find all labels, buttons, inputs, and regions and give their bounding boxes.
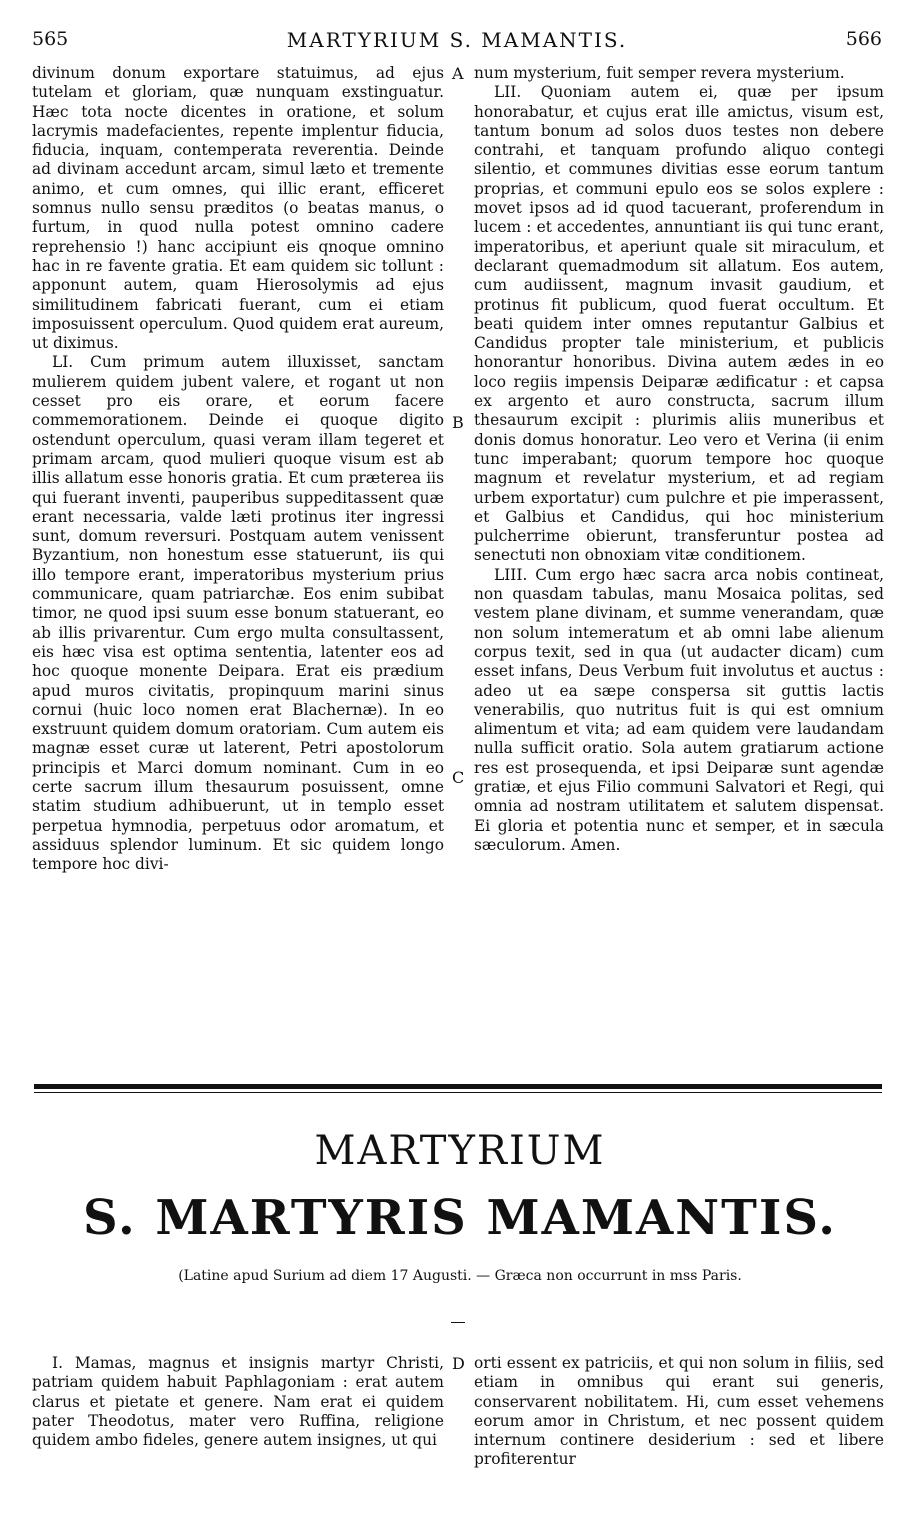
running-title: MARTYRIUM S. MAMANTIS. [286,28,628,52]
paragraph: I. Mamas, magnus et insignis martyr Christi, patriam quidem habuit Paphlagoniam : erat autem clarus et pietate et genere. Nam erat ei quidem pater Theodotus, mater vero Ruffina, religione quidem ambo fideles, genere autem insignes, ut qui [32,1354,444,1450]
bottom-right-column [474,1354,884,1470]
margin-letter-c: C [452,768,465,787]
margin-letter-d: D [452,1354,465,1373]
section-title: MARTYRIUM [314,1128,606,1174]
paragraph: orti essent ex patriciis, et qui non solum in filiis, sed etiam in omnibus qui erant sui generis, conservarent nobilitatem. Hi, cum esset vehemens eorum amor in Christum, et nec possent quidem internum continere desiderium : sed et libere profiterentur [474,1354,884,1469]
margin-letter-b: B [452,413,464,432]
separator-dash [451,1322,465,1323]
paragraph: divinum donum exportare statuimus, ad ejus tutelam et gloriam, quæ nunquam exstinguatur. Hæc tota nocte dicentes in oratione, et solum lacrymis madefacientes, repente implentur fiducia, fiducia, inquam, contemperata reverentia. Deinde ad divinam accedunt arcam, simul læto et tremente animo, et cum omnes, qui illic erant, efficeret somnus nullo sensu præditos (o beatas manus, o furtum, in quod nulla potest omnino cadere reprehensio !) hanc accipiunt eis qnoque omnino hac in re faventе gratia. Et eam quidem sic tollunt : apponunt autem, quam Hierosolymis ad ejus similitudinem fabricati fuerant, cum ei etiam imposuissent operculum. Quod quidem erat aureum, ut diximus. [32,64,444,353]
bottom-left-column [32,1354,444,1450]
paragraph: num mysterium, fuit semper revera mysterium. [474,64,845,82]
paragraph: LIII. Cum ergo hæc sacra arca nobis contineat, non quasdam tabulas, manu Mosaica politas, sed vestem plane divinam, et summe venerandam, quæ non solum intemeratum et ab omni labe alienum corpus texit, sed in qua (ut audacter dicam) cum esset infans, Deus Verbum fuit involutus et auctus : adeo ut ea sæpe conspersa sit guttis lactis venerabilis, quo nutritus fuit is qui est omnium alimentum et vita; ad eam quidem vere laudandam nulla sufficit oratio. Sola autem gratiarum actione res est prosequenda, et ipsi Deiparæ sunt agendæ gratiæ, et ejus Filio communi Salvatori et Regi, qui omnia ad nostram utilitatem et salutem dispensat. Ei gloria et potentia nunc et semper, et in sæcula sæculorum. Amen. [474,565,884,854]
section-divider-thin [34,1092,882,1093]
page-header [32,28,882,56]
page-number-left: 565 [32,28,69,50]
paragraph: LI. Cum primum autem illuxisset, sanctam mulierem quidem jubent valere, et rogant ut non cesset pro eis orare, et eorum facere commemorationem. Deinde ei quoque digito ostendunt operculum, quasi veram illam tegeret et primam arcam, quod mulieri quoque visum est ab illis allatum esse honoris gratia. Et cum præterea iis qui fuerant inventi, pauperibus suppeditassent quæ erant necessaria, valde læti protinus iter ingressi sunt, domum reversuri. Postquam autem venissent Byzantium, non honestum esse statuerunt, iis qui illo tempore erant, imperatoribus mysterium prius communicare, quam patriarchæ. Eos enim subibat timor, ne quod ipsi suum esse bonum statuerant, eo ab illis privarentur. Cum ergo multa consultassent, eis hæc visa est optima sententia, latenter eos ad hoc quoque monente Deipara. Erat eis prædium apud muros civitatis, propinquum marini sinus cornui (huic loco nomen erat Blachernæ). In eo exstruunt quidem domum oratoriam. Cum autem eis magnæ esset curæ ut laterent, Petri apostolorum principis et Marci domum nominant. Cum in eo certe sacrum illum thesaurum posuissent, omne statim studium adhibuerunt, ut in templo esset perpetua hymnodia, perpetuus odor aromatum, et assiduus splendor luminum. Et sic quidem longo tempore hoc divi- [32,353,444,874]
section-title-main: S. MARTYRIS MAMANTIS. [83,1190,837,1246]
margin-letter-a: A [452,64,464,83]
top-right-column [474,64,884,855]
top-left-column [32,64,444,874]
section-subtitle: (Latine apud Surium ad diem 17 Augusti. — Græca non occurrunt in mss Paris. [178,1268,742,1284]
page-number-right: 566 [845,28,882,50]
paragraph: LII. Quoniam autem ei, quæ per ipsum honorabatur, et cujus erat ille amictus, visum est, tantum bonum ad solos duos testes non debere contrahi, et tanquam profundo aliquo contegi silentio, et communes divitias esse eorum tantum proprias, et communi epulo eos se solos explere : movet ipsos ad id quod tacuerant, proferendum in lucem : et accedentes, annuntiant iis qui tunc erant, imperatoribus, et aperiunt quale sit miraculum, et declarant quemadmodum sit allatum. Eos autem, cum audiissent, magnum invasit gaudium, et protinus fit publicum, quod fuerat occultum. Et beati quidem inter omnes reputantur Galbius et Candidus propter tale ministerium, et publicis honorantur honoribus. Divina autem ædes in eo loco regiis impensis Deiparæ ædificatur : et capsa ex argento et auro constructa, sacrum illum thesaurum excipit : plurimis aliis muneribus et donis domus honoratur. Leo vero et Verina (ii enim tunc imperabant; quorum tempore hoc quoque magnum et revelatur mysterium, et ad regiam urbem exportatur) cum pulchre et pie imperassent, et Galbius et Candidus, qui hoc ministerium pulcherrime obierunt, transferuntur postea ad senectuti non obnoxiam vitæ conditionem. [474,83,884,565]
section-divider-thick [34,1084,882,1089]
